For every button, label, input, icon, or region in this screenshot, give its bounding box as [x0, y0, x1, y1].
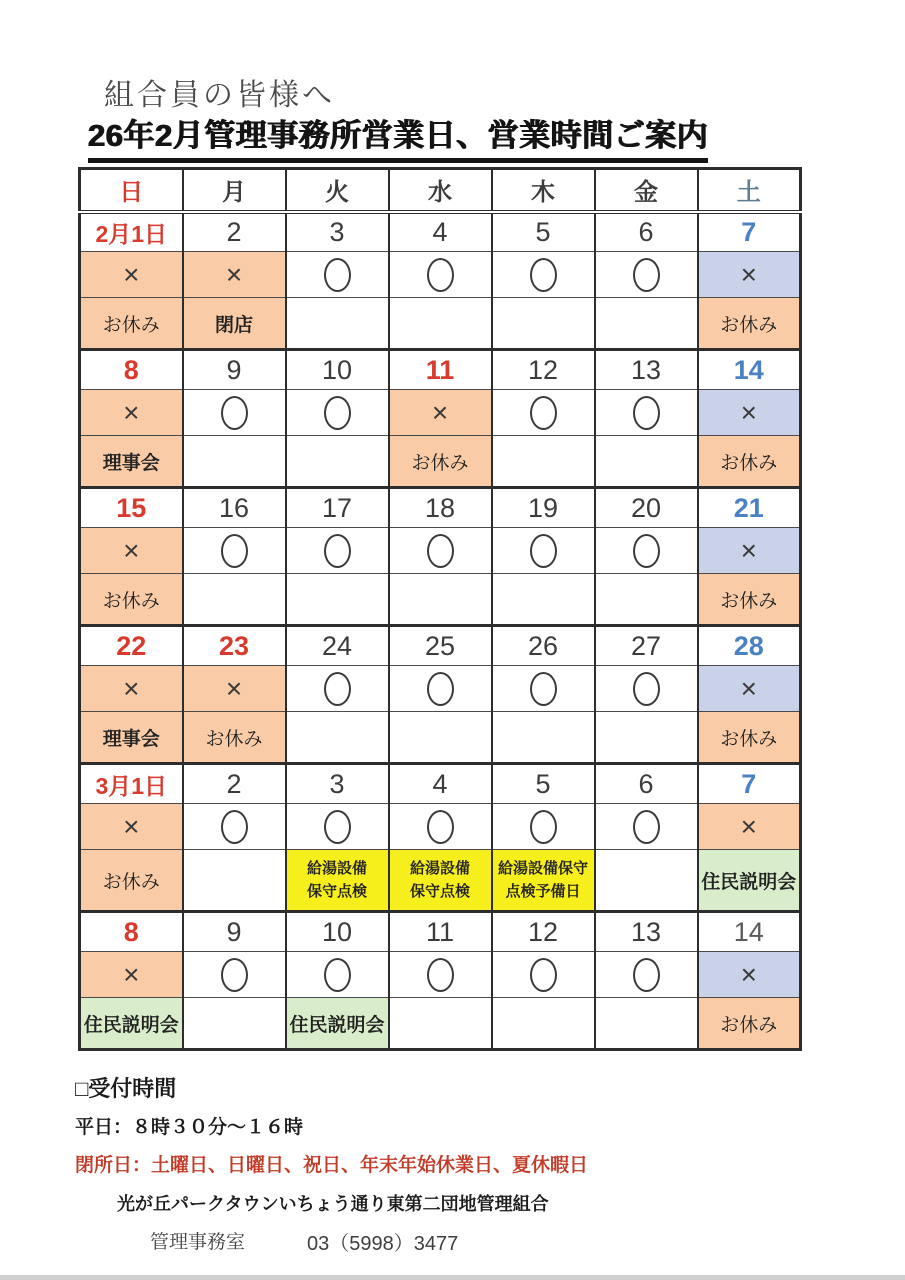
week-3-dates-row	[80, 488, 801, 528]
business-day-calendar	[78, 167, 802, 1051]
date-cell: 22	[80, 626, 183, 666]
note-cell: 住民説明会	[698, 850, 801, 912]
date-cell: 20	[595, 488, 698, 528]
status-cell	[286, 528, 389, 574]
open-circle-symbol	[530, 534, 557, 568]
day-of-week-header-row	[80, 169, 801, 212]
open-circle-symbol	[324, 810, 351, 844]
note-cell	[492, 436, 595, 488]
status-cell	[595, 952, 698, 998]
status-cell	[389, 666, 492, 712]
status-cell	[80, 528, 183, 574]
note-cell: お休み	[80, 298, 183, 350]
day-header-sun: 日	[80, 169, 183, 212]
note-cell	[595, 298, 698, 350]
note-cell: 給湯設備 保守点検	[389, 850, 492, 912]
date-cell: 13	[595, 350, 698, 390]
note-cell	[595, 574, 698, 626]
week-5-status-row	[80, 804, 801, 850]
note-cell	[492, 298, 595, 350]
status-cell	[698, 528, 801, 574]
week-1-dates-row	[80, 212, 801, 252]
status-cell	[80, 952, 183, 998]
association-name: 光が丘パークタウンいちょう通り東第二団地管理組合	[117, 1194, 549, 1214]
date-cell: 7	[698, 764, 801, 804]
note-cell	[286, 436, 389, 488]
week-2-dates-row	[80, 350, 801, 390]
status-cell	[492, 528, 595, 574]
open-circle-symbol	[633, 534, 660, 568]
note-cell: お休み	[183, 712, 286, 764]
date-cell: 24	[286, 626, 389, 666]
date-cell: 5	[492, 764, 595, 804]
date-cell: 10	[286, 912, 389, 952]
status-cell	[698, 952, 801, 998]
date-cell: 4	[389, 764, 492, 804]
note-cell	[389, 574, 492, 626]
status-cell	[286, 804, 389, 850]
date-cell: 10	[286, 350, 389, 390]
note-cell	[389, 298, 492, 350]
greeting-text: 組合員の皆様へ	[104, 79, 335, 112]
note-cell	[286, 712, 389, 764]
open-circle-symbol	[324, 958, 351, 992]
note-cell	[389, 998, 492, 1050]
date-cell: 3月1日	[80, 764, 183, 804]
note-cell: お休み	[698, 712, 801, 764]
status-cell	[183, 390, 286, 436]
status-cell	[183, 528, 286, 574]
open-circle-symbol	[633, 672, 660, 706]
status-cell	[492, 390, 595, 436]
status-cell	[698, 804, 801, 850]
cross-closed-symbol: ×	[225, 672, 243, 704]
day-header-fri: 金	[595, 169, 698, 212]
note-cell	[492, 998, 595, 1050]
reception-hours-heading: □受付時間	[75, 1076, 177, 1101]
office-contact-line	[150, 1227, 835, 1256]
date-cell: 3	[286, 212, 389, 252]
week-4-notes-row	[80, 712, 801, 764]
open-circle-symbol	[530, 258, 557, 292]
open-circle-symbol	[633, 396, 660, 430]
note-cell: 住民説明会	[80, 998, 183, 1050]
date-cell: 11	[389, 912, 492, 952]
office-label: 管理事務室	[150, 1232, 246, 1253]
date-cell: 27	[595, 626, 698, 666]
date-cell: 18	[389, 488, 492, 528]
date-cell: 5	[492, 212, 595, 252]
status-cell	[183, 252, 286, 298]
date-cell: 2	[183, 764, 286, 804]
status-cell	[286, 952, 389, 998]
scan-edge-artifact	[0, 1275, 905, 1280]
open-circle-symbol	[427, 672, 454, 706]
status-cell	[183, 952, 286, 998]
note-cell: お休み	[80, 574, 183, 626]
note-cell: 住民説明会	[286, 998, 389, 1050]
note-cell	[183, 574, 286, 626]
cross-closed-symbol: ×	[225, 258, 243, 290]
status-cell	[595, 528, 698, 574]
weekday-hours-text: 平日：８時３０分～１６時	[75, 1117, 304, 1138]
date-cell: 8	[80, 912, 183, 952]
status-cell	[492, 952, 595, 998]
footer-notes	[75, 1072, 835, 1256]
cross-closed-symbol: ×	[740, 534, 757, 566]
note-cell: 給湯設備 保守点検	[286, 850, 389, 912]
open-circle-symbol	[633, 810, 660, 844]
note-cell	[595, 712, 698, 764]
open-circle-symbol	[530, 396, 557, 430]
status-cell	[389, 390, 492, 436]
date-cell: 13	[595, 912, 698, 952]
status-cell	[286, 666, 389, 712]
cross-closed-symbol: ×	[123, 810, 140, 842]
cross-closed-symbol: ×	[123, 534, 140, 566]
status-cell	[698, 666, 801, 712]
note-cell	[183, 436, 286, 488]
cross-closed-symbol: ×	[431, 396, 449, 428]
open-circle-symbol	[530, 810, 557, 844]
date-cell: 14	[698, 350, 801, 390]
date-cell: 9	[183, 350, 286, 390]
cross-closed-symbol: ×	[740, 672, 757, 704]
status-cell	[698, 390, 801, 436]
week-4-status-row	[80, 666, 801, 712]
status-cell	[595, 666, 698, 712]
week-2-status-row	[80, 390, 801, 436]
open-circle-symbol	[221, 810, 248, 844]
date-cell: 28	[698, 626, 801, 666]
week-1-notes-row	[80, 298, 801, 350]
status-cell	[80, 252, 183, 298]
note-cell: お休み	[698, 574, 801, 626]
open-circle-symbol	[221, 958, 248, 992]
status-cell	[286, 390, 389, 436]
status-cell	[492, 666, 595, 712]
cross-closed-symbol: ×	[740, 810, 757, 842]
date-cell: 6	[595, 212, 698, 252]
status-cell	[286, 252, 389, 298]
phone-number: 03（5998）3477	[307, 1233, 459, 1255]
day-header-mon: 月	[183, 169, 286, 212]
status-cell	[389, 252, 492, 298]
note-cell: お休み	[389, 436, 492, 488]
week-1-status-row	[80, 252, 801, 298]
note-cell: お休み	[80, 850, 183, 912]
date-cell: 2月1日	[80, 212, 183, 252]
note-cell: お休み	[698, 298, 801, 350]
date-cell: 11	[389, 350, 492, 390]
open-circle-symbol	[324, 258, 351, 292]
note-cell: 理事会	[80, 436, 183, 488]
note-cell: お休み	[698, 998, 801, 1050]
note-cell	[286, 574, 389, 626]
note-cell	[389, 712, 492, 764]
status-cell	[595, 252, 698, 298]
day-header-wed: 水	[389, 169, 492, 212]
status-cell	[595, 390, 698, 436]
date-cell: 4	[389, 212, 492, 252]
open-circle-symbol	[427, 958, 454, 992]
status-cell	[183, 666, 286, 712]
week-4-dates-row	[80, 626, 801, 666]
date-cell: 21	[698, 488, 801, 528]
open-circle-symbol	[324, 396, 351, 430]
date-cell: 12	[492, 912, 595, 952]
status-cell	[183, 804, 286, 850]
status-cell	[80, 804, 183, 850]
status-cell	[389, 804, 492, 850]
date-cell: 9	[183, 912, 286, 952]
status-cell	[698, 252, 801, 298]
date-cell: 19	[492, 488, 595, 528]
cross-closed-symbol: ×	[123, 258, 140, 290]
open-circle-symbol	[324, 672, 351, 706]
week-3-notes-row	[80, 574, 801, 626]
open-circle-symbol	[530, 672, 557, 706]
open-circle-symbol	[221, 396, 248, 430]
status-cell	[80, 390, 183, 436]
open-circle-symbol	[427, 810, 454, 844]
closed-days-text: 閉所日：土曜日、日曜日、祝日、年末年始休業日、夏休暇日	[75, 1155, 589, 1176]
note-cell	[183, 850, 286, 912]
note-cell: お休み	[698, 436, 801, 488]
date-cell: 15	[80, 488, 183, 528]
date-cell: 25	[389, 626, 492, 666]
date-cell: 16	[183, 488, 286, 528]
date-cell: 2	[183, 212, 286, 252]
week-5-notes-row	[80, 850, 801, 912]
note-cell	[492, 712, 595, 764]
note-cell: 給湯設備保守 点検予備日	[492, 850, 595, 912]
status-cell	[389, 952, 492, 998]
open-circle-symbol	[633, 258, 660, 292]
open-circle-symbol	[427, 534, 454, 568]
date-cell: 17	[286, 488, 389, 528]
week-5-dates-row	[80, 764, 801, 804]
status-cell	[492, 804, 595, 850]
open-circle-symbol	[324, 534, 351, 568]
open-circle-symbol	[427, 258, 454, 292]
note-cell	[595, 436, 698, 488]
note-cell	[492, 574, 595, 626]
cross-closed-symbol: ×	[123, 396, 140, 428]
open-circle-symbol	[530, 958, 557, 992]
week-6-dates-row	[80, 912, 801, 952]
open-circle-symbol	[633, 958, 660, 992]
cross-closed-symbol: ×	[123, 672, 140, 704]
page-title: 26年2月管理事務所営業日、営業時間ご案内	[88, 110, 708, 163]
open-circle-symbol	[221, 534, 248, 568]
status-cell	[595, 804, 698, 850]
date-cell: 26	[492, 626, 595, 666]
cross-closed-symbol: ×	[123, 958, 140, 990]
cross-closed-symbol: ×	[740, 396, 757, 428]
status-cell	[492, 252, 595, 298]
day-header-sat: 土	[698, 169, 801, 212]
cross-closed-symbol: ×	[740, 258, 757, 290]
week-3-status-row	[80, 528, 801, 574]
note-cell	[595, 850, 698, 912]
week-6-notes-row	[80, 998, 801, 1050]
note-cell	[183, 998, 286, 1050]
week-6-status-row	[80, 952, 801, 998]
date-cell: 6	[595, 764, 698, 804]
status-cell	[80, 666, 183, 712]
day-header-thu: 木	[492, 169, 595, 212]
note-cell	[595, 998, 698, 1050]
note-cell: 閉店	[183, 298, 286, 350]
week-2-notes-row	[80, 436, 801, 488]
date-cell: 23	[183, 626, 286, 666]
note-cell: 理事会	[80, 712, 183, 764]
date-cell: 14	[698, 912, 801, 952]
date-cell: 12	[492, 350, 595, 390]
date-cell: 3	[286, 764, 389, 804]
day-header-tue: 火	[286, 169, 389, 212]
note-cell	[286, 298, 389, 350]
status-cell	[389, 528, 492, 574]
date-cell: 7	[698, 212, 801, 252]
date-cell: 8	[80, 350, 183, 390]
cross-closed-symbol: ×	[740, 958, 757, 990]
